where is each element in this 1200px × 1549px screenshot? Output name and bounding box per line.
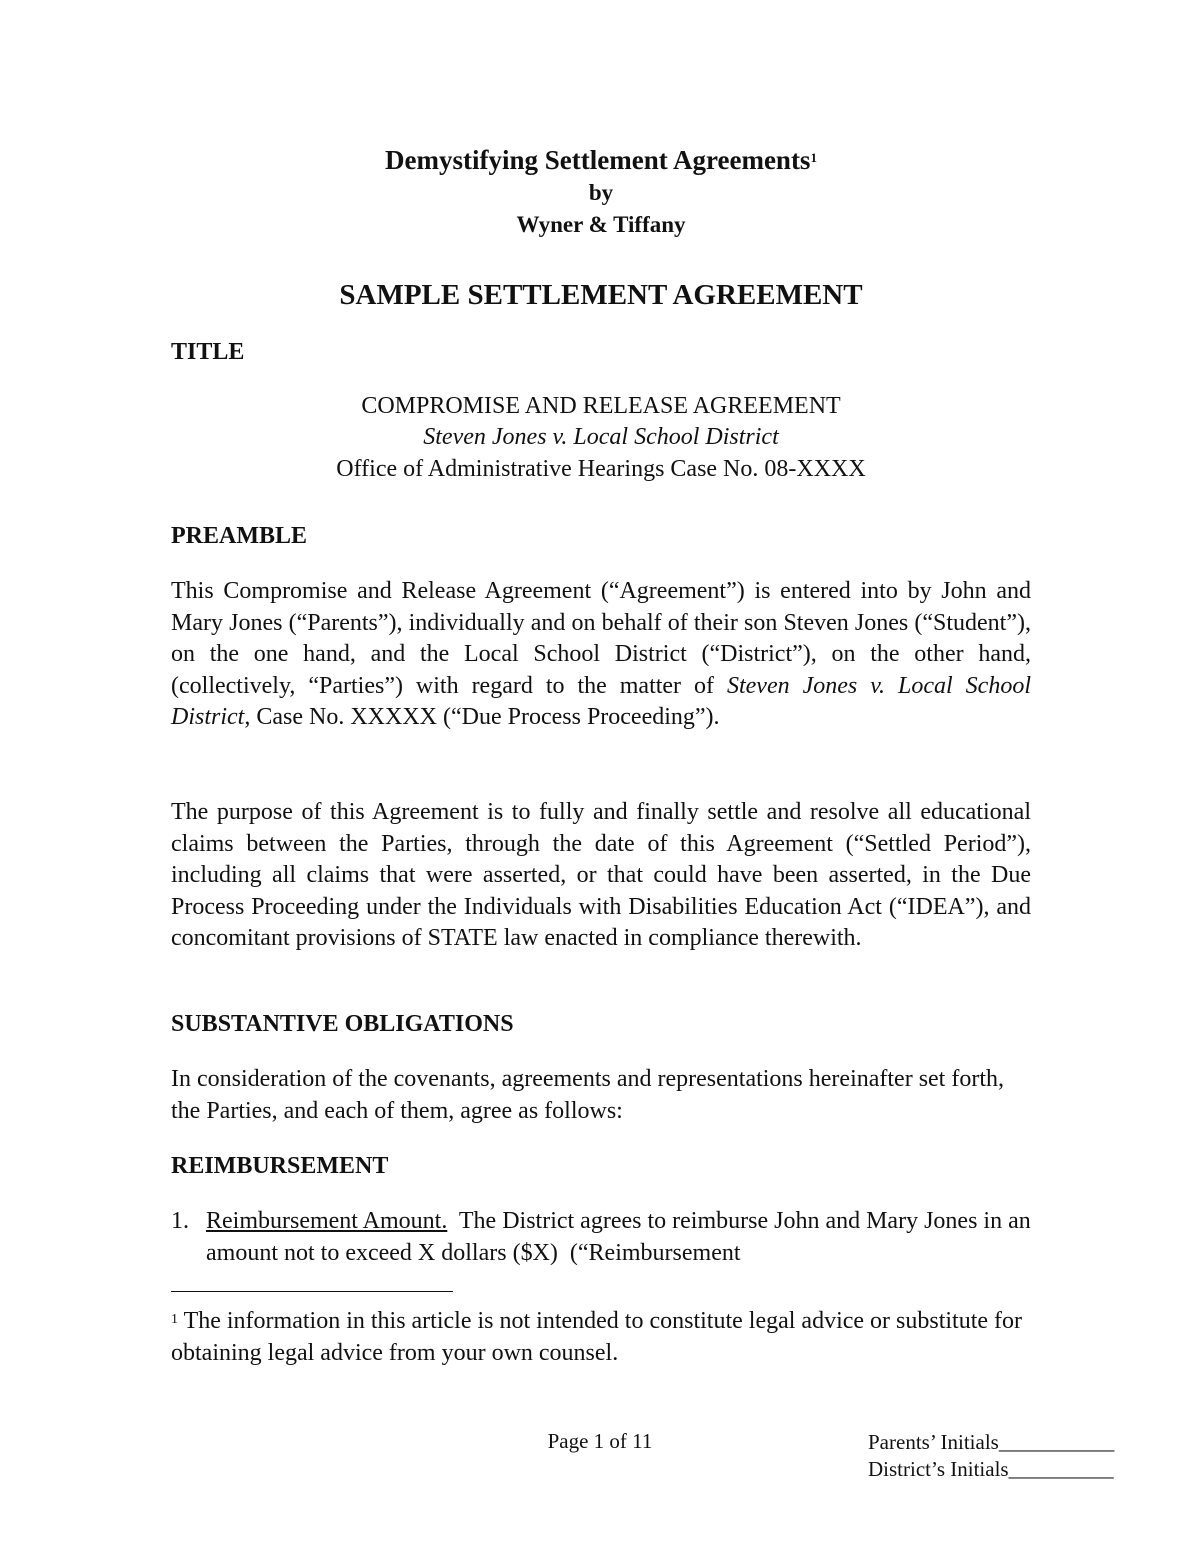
preamble-p1-text-end: , Case No. XXXXX (“Due Process Proceeding”). (244, 704, 720, 730)
initials-block (868, 1429, 1168, 1483)
section-heading-preamble: PREAMBLE (171, 523, 308, 549)
footnote-text: The information in this article is not intended to constitute legal advice or substitute for obtaining legal advice from your own counsel. (171, 1308, 1023, 1366)
preamble-p1-text: This Compromise and Release Agreement (“Agreement”) is entered into by John and Mary Jones (“Parents”), individually and on behalf of their son Steven Jones (“Student”), on the one hand, and the Local School District (“District”), on the other hand, (collectively, “Parties”) with regard to the matter of (171, 578, 1031, 699)
document-title-text: Demystifying Settlement Agreements (385, 145, 811, 175)
byline-by: by (588, 180, 614, 205)
footnote-marker: 1 (171, 1312, 178, 1327)
agreement-case-number: Office of Administrative Hearings Case No. 08-XXXX (336, 456, 866, 482)
list-item-label: Reimbursement Amount. (206, 1208, 448, 1234)
agreement-case-name: Steven Jones v. Local School District (423, 424, 779, 450)
page-number: Page 1 of 11 (547, 1429, 653, 1453)
agreement-title-line: COMPROMISE AND RELEASE AGREEMENT (361, 393, 841, 419)
section-heading-substantive: SUBSTANTIVE OBLIGATIONS (171, 1011, 514, 1037)
reimbursement-item (171, 1206, 1037, 1269)
section-heading-reimbursement: REIMBURSEMENT (171, 1153, 389, 1179)
list-item-body (206, 1206, 1037, 1269)
section-heading-title: TITLE (171, 339, 245, 365)
substantive-paragraph: In consideration of the covenants, agreements and representations hereinafter set forth, the Parties, and each of them, agree as follows: (171, 1066, 1005, 1124)
parents-initials: Parents’ Initials___________ (868, 1430, 1115, 1454)
document-title (171, 144, 1031, 176)
list-item-text: The District agrees to reimburse John and Mary Jones in an amount not to exceed X dollars ($X) (“Reimbursement (206, 1208, 1037, 1266)
preamble-p1-case: Steven Jones v. Local School District (171, 672, 1031, 730)
preamble-paragraph-1 (171, 576, 1031, 734)
title-footnote-marker: 1 (810, 150, 817, 165)
footnote-divider (171, 1291, 453, 1292)
preamble-paragraph-2: The purpose of this Agreement is to fully and finally settle and resolve all educational claims between the Parties, through the date of this Agreement (“Settled Period”), including all claims that were asserted, or that could have been asserted, in the Due Process Proceeding under the Individuals with Disabilities Education Act (“IDEA”), and concomitant provisions of STATE law enacted in compliance therewith. (171, 799, 1031, 951)
footnote (171, 1305, 1031, 1369)
byline-authors: Wyner & Tiffany (516, 212, 686, 237)
main-heading: SAMPLE SETTLEMENT AGREEMENT (339, 279, 863, 311)
district-initials: District’s Initials__________ (868, 1457, 1114, 1481)
list-item-number: 1. (171, 1208, 189, 1234)
